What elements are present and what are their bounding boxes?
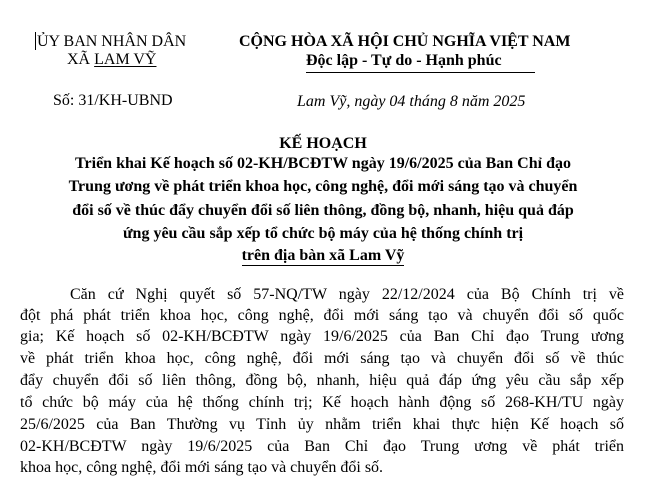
- subtitle-line: đổi số về thúc đẩy chuyển đổi số liên thông, đồng bộ, nhanh, hiệu quả đáp: [72, 202, 574, 219]
- subtitle-line: Triển khai Kế hoạch số 02-KH/BCĐTW ngày 19/6/2025 của Ban Chỉ đạo: [75, 155, 571, 172]
- commune-prefix: XÃ: [67, 51, 95, 68]
- body-text-line: 02-KH/BCĐTW ngày 19/6/2025 của Ban Chỉ đạo Trung ương về phát triển: [20, 438, 624, 455]
- body-text-line: tổ chức bộ máy của hệ thống chính trị; Kế hoạch hành động số 268-KH/TU ngày: [20, 394, 624, 411]
- text-cursor: [35, 32, 36, 50]
- subtitle-line-last: [0, 247, 646, 265]
- commune-name: [67, 51, 156, 69]
- commune-name-underlined: LAM VỸ: [94, 51, 157, 68]
- national-motto: Độc lập - Tự do - Hạnh phúc: [306, 52, 502, 69]
- body-text-line: 25/6/2025 của Ban Thường vụ Tỉnh ủy nhằm triển khai thực hiện Kế hoạch số: [20, 416, 624, 433]
- document-type-heading: KẾ HOẠCH: [279, 135, 367, 152]
- motto-underline: [306, 72, 535, 73]
- body-text-line: đột phá phát triển khoa học, công nghệ, đổi mới sáng tạo và chuyển đổi số quốc: [20, 307, 624, 324]
- place-and-date: Lam Vỹ, ngày 04 tháng 8 năm 2025: [297, 93, 526, 110]
- subtitle-underlined-text: trên địa bàn xã Lam Vỹ: [241, 247, 405, 264]
- body-text-line: đẩy chuyển đổi số liên thông, đồng bộ, nhanh, hiệu quả đáp ứng yêu cầu sắp xếp: [20, 372, 624, 389]
- body-text-line: Căn cứ Nghị quyết số 57-NQ/TW ngày 22/12/2024 của Bộ Chính trị về: [70, 286, 624, 303]
- body-text-line: gia; Kế hoạch số 02-KH/BCĐTW ngày 19/6/2025 của Ban Chỉ đạo Trung ương: [20, 328, 624, 345]
- subtitle-line: Trung ương về phát triển khoa học, công nghệ, đổi mới sáng tạo và chuyển: [68, 178, 578, 195]
- document-number: Số: 31/KH-UBND: [53, 92, 173, 109]
- subtitle-line: ứng yêu cầu sắp xếp tổ chức bộ máy của hệ thống chính trị: [122, 225, 524, 242]
- national-title: CỘNG HÒA XÃ HỘI CHỦ NGHĨA VIỆT NAM: [239, 33, 571, 50]
- body-text-line: khoa học, công nghệ, đổi mới sáng tạo và chuyển đổi số.: [20, 459, 384, 476]
- body-text-line: về phát triển khoa học, công nghệ, đổi mới sáng tạo và chuyển đổi số về thúc: [20, 350, 624, 367]
- issuing-organization: ỦY BAN NHÂN DÂN: [37, 33, 187, 50]
